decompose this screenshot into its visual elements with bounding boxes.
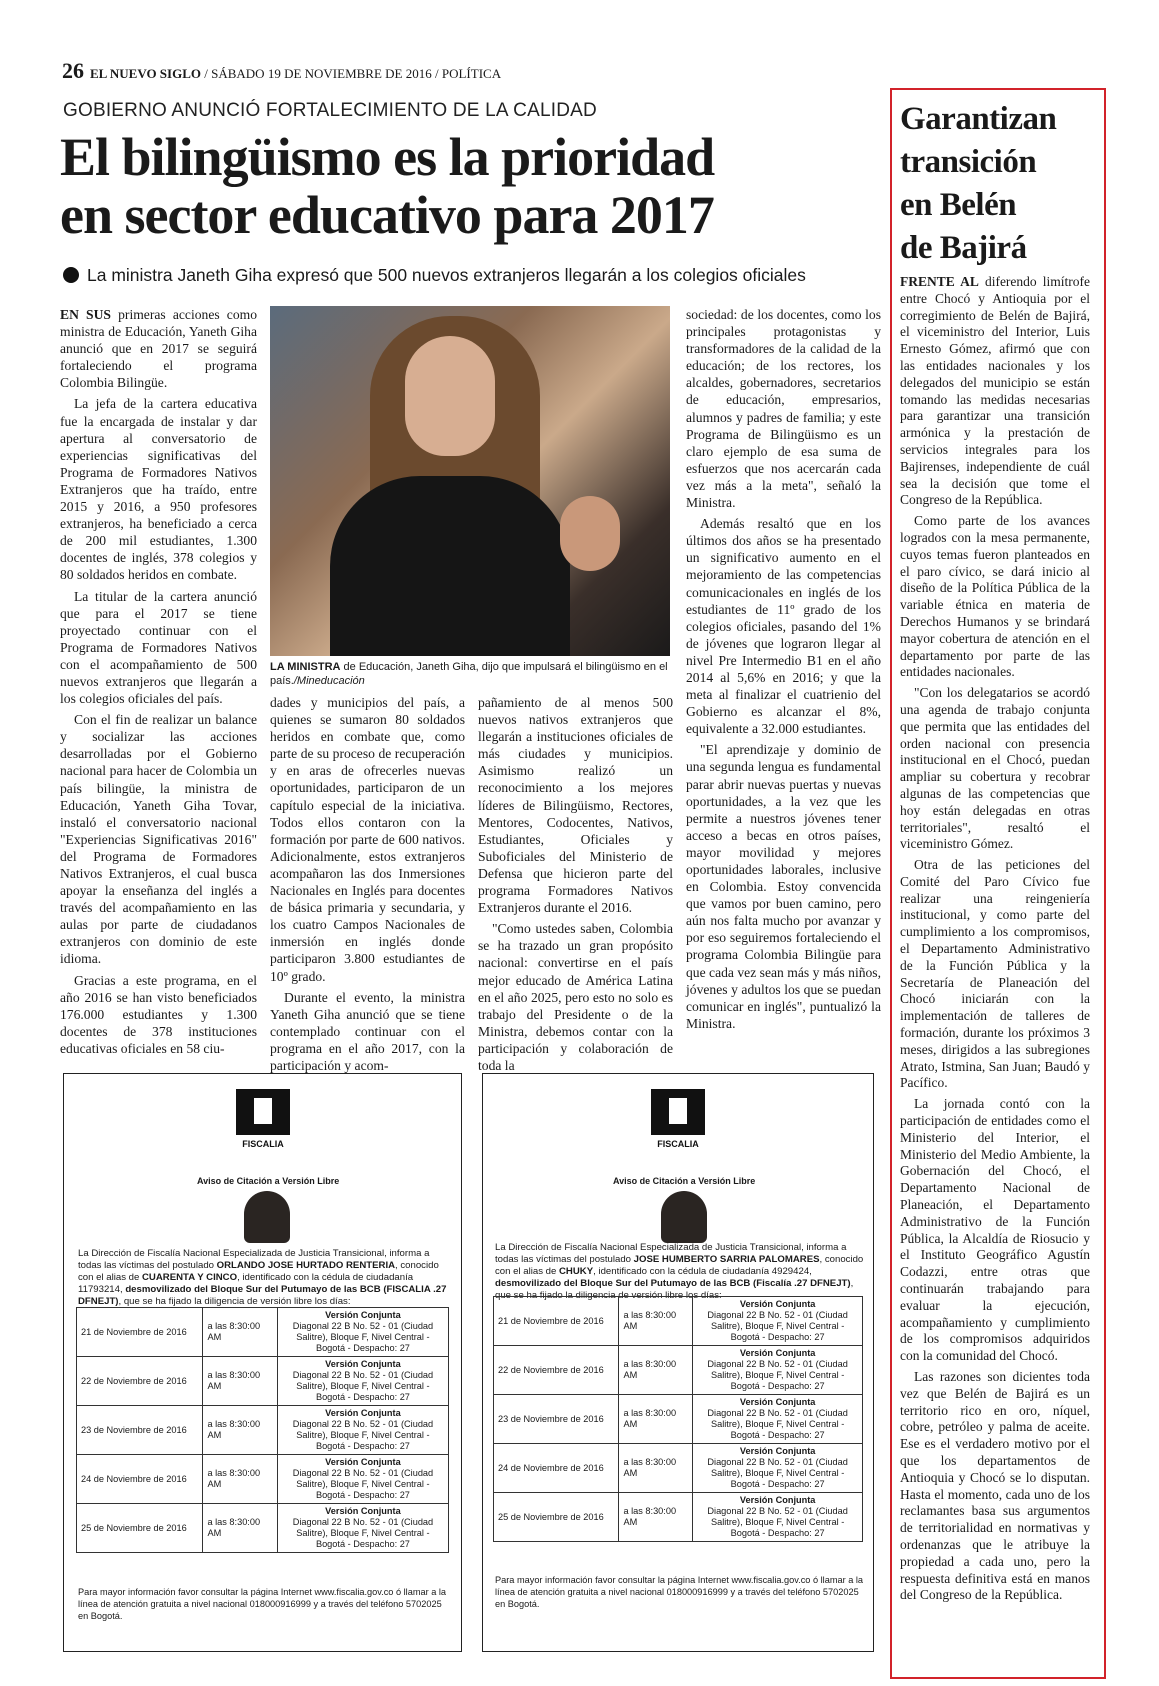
schedule-row — [77, 1406, 449, 1455]
notice-intro — [495, 1242, 865, 1302]
headline-line-1: El bilingüismo es la prioridad — [60, 127, 715, 187]
schedule-date: 24 de Noviembre de 2016 — [494, 1444, 619, 1493]
place-text: Diagonal 22 B No. 52 - 01 (Ciudad Salitre), Bloque F, Nivel Central - Bogotá - Despacho: 27 — [292, 1321, 434, 1353]
place-text: Diagonal 22 B No. 52 - 01 (Ciudad Salitre), Bloque F, Nivel Central - Bogotá - Despacho: 27 — [292, 1419, 434, 1451]
bloque: desmovilizado del Bloque Sur del Putumayo de las BCB (Fiscalía .27 DFNEJT) — [495, 1278, 851, 1289]
person-photo — [661, 1191, 707, 1243]
schedule-row — [494, 1297, 863, 1346]
schedule-row — [77, 1455, 449, 1504]
schedule-table — [493, 1296, 863, 1542]
paragraph — [900, 274, 1090, 509]
schedule-row — [494, 1346, 863, 1395]
article-column-2 — [270, 694, 465, 1078]
fiscalia-notice-1 — [63, 1073, 462, 1652]
schedule-time: a las 8:30:00 AM — [619, 1493, 693, 1542]
paragraph: Como parte de los avances logrados con la mesa permanente, cuyos temas fueron planteados en el paro cívico, se dará inicio al diseño de la Política Pública de la variable étnica en materia de Derechos Humanos y se brindará mayor cobertura de atención en el departamento por parte de las entidades nacionales. — [900, 513, 1090, 680]
paragraph: Además resaltó que en los últimos dos años se ha presentado un significativo aumento en el mejoramiento de las competencias comunicacionales en inglés de los estudiantes de 11º grado de los colegios oficiales, pasando del 1% de jóvenes que lograron llegar al nivel Pre Intermedio B1 en el año 2014 al 5,6% en 2016; y que la meta al finalizar el cuatrienio del Gobierno es alcanzar el 8%, equivalente a 32.000 estudiantes. — [686, 516, 881, 737]
sidebar-title-line: Garantizan — [900, 101, 1057, 137]
paragraph: pañamiento de al menos 500 nuevos nativos extranjeros que llegarán a instituciones oficiales de más ciudades y municipios. Asimismo realizó un reconocimiento a los mejores líderes de Bilingüismo, Rectores, Mentores, Codocentes, Nativos, Estudiantes, Oficiales y Suboficiales del Ministerio de Defensa que hicieron parte del programa Formadores Nativos Extranjeros durante el 2016. — [478, 695, 673, 916]
place-title: Versión Conjunta — [325, 1310, 401, 1320]
alias: CHUKY — [559, 1266, 594, 1277]
postulado-name: ORLANDO JOSE HURTADO RENTERIA — [216, 1260, 396, 1271]
minister-photo — [270, 306, 670, 656]
schedule-row — [77, 1504, 449, 1553]
schedule-place — [693, 1444, 863, 1493]
person-photo — [244, 1191, 290, 1243]
bloque: desmovilizado del Bloque Sur del Putumayo de las BCB (FISCALIA .27 DFNEJT) — [78, 1284, 447, 1307]
intro-text: La Dirección de Fiscalía Nacional Especializada de Justicia Transicional, informa a todas las víctimas del postulado — [495, 1242, 847, 1265]
schedule-date: 22 de Noviembre de 2016 — [494, 1346, 619, 1395]
intro-text: , identificado con la cédula de ciudadanía 4929424, — [593, 1266, 812, 1277]
article-column-4 — [686, 306, 881, 1036]
article-column-3 — [478, 694, 673, 1078]
schedule-time: a las 8:30:00 AM — [203, 1357, 277, 1406]
paragraph: dades y municipios del país, a quienes se sumaron 80 soldados heridos en combate que, como parte de su proceso de recuperación y en aras de ofrecerles nuevas oportunidades, participaron de un capítulo especial de la iniciativa. Todos ellos contaron con la formación por parte de 600 nativos. Adicionalmente, estos extranjeros acompañaron las dos Inmersiones Nacionales en Inglés para docentes de básica primaria y secundaria, y los cuatro Campos Nacionales de inmersión en inglés donde participaron 3.800 estudiantes de 10º grado. — [270, 695, 465, 984]
schedule-time: a las 8:30:00 AM — [619, 1395, 693, 1444]
paragraph: "Con los delegatarios se acordó una agenda de trabajo conjunta que permita que las entidades del orden nacional con presencia institucional en el Chocó, puedan ampliar su cobertura y recobrar algunas de las competencias que hoy están delegadas en otras territoriales", resaltó el viceministro Gómez. — [900, 685, 1090, 852]
photo-face — [405, 336, 495, 456]
schedule-place — [277, 1357, 448, 1406]
header-meta: / SÁBADO 19 DE NOVIEMBRE DE 2016 / POLÍTICA — [204, 66, 502, 81]
schedule-time: a las 8:30:00 AM — [203, 1455, 277, 1504]
schedule-row — [77, 1357, 449, 1406]
schedule-row — [494, 1493, 863, 1542]
page-header — [62, 58, 501, 84]
bullet-icon — [63, 267, 79, 283]
alias: CUARENTA Y CINCO — [142, 1272, 238, 1283]
schedule-row — [494, 1395, 863, 1444]
place-title: Versión Conjunta — [325, 1506, 401, 1516]
schedule-table — [76, 1307, 449, 1553]
fiscalia-notice-2 — [482, 1073, 874, 1652]
schedule-date: 21 de Noviembre de 2016 — [77, 1308, 203, 1357]
schedule-date: 25 de Noviembre de 2016 — [494, 1493, 619, 1542]
sidebar-title — [900, 98, 1100, 270]
schedule-date: 24 de Noviembre de 2016 — [77, 1455, 203, 1504]
paragraph: Las razones son dicientes toda vez que Belén de Bajirá es un territorio rico en oro, níquel, cobre, petróleo y palma de aceite. Ese es el verdadero motivo por el que los departamentos de Antioquia y Chocó se lo disputan. Hasta el momento, cada uno de los reclamantes basa sus argumentos de territorialidad en normativas y ordenanzas que le atribuye la propiedad a cada uno, pero la respuesta definitiva está en manos del Congreso de la República. — [900, 1369, 1090, 1603]
schedule-date: 23 de Noviembre de 2016 — [77, 1406, 203, 1455]
schedule-place — [693, 1493, 863, 1542]
schedule-date: 23 de Noviembre de 2016 — [494, 1395, 619, 1444]
paragraph: "El aprendizaje y dominio de una segunda lengua es fundamental parar abrir nuevas puertas y nuevas oportunidades, a la vez que les permite a nuestros jóvenes tener acceso a becas en otros países, mayor movilidad y mejores oportunidades laborales, inclusive en Colombia. Estoy convencida que vamos por buen camino, pero aún nos falta mucho por avanzar y por eso seguiremos fortaleciendo el programa Colombia Bilingüe para que cada vez sean más y más niños, jóvenes y adultos los que se puedan comunicar en inglés", puntualizó la Ministra. — [686, 742, 881, 1031]
schedule-date: 22 de Noviembre de 2016 — [77, 1357, 203, 1406]
notice-title: Aviso de Citación a Versión Libre — [613, 1176, 756, 1186]
caption-text: de Educación, Janeth Giha, dijo que impulsará el bilingüismo en el país. — [270, 661, 668, 687]
caption-lead: LA MINISTRA — [270, 661, 341, 673]
page-number: 26 — [62, 58, 84, 83]
headline-line-2: en sector educativo para 2017 — [60, 185, 714, 245]
schedule-place — [277, 1308, 448, 1357]
place-text: Diagonal 22 B No. 52 - 01 (Ciudad Salitre), Bloque F, Nivel Central - Bogotá - Despacho: 27 — [707, 1310, 848, 1342]
notice-footer: Para mayor información favor consultar la página Internet www.fiscalia.gov.co ó llamar a la línea de atención gratuita a nivel nacional 018000916999 y a través del teléfono 5702025 en Bogotá. — [78, 1587, 447, 1621]
place-title: Versión Conjunta — [739, 1348, 816, 1358]
place-text: Diagonal 22 B No. 52 - 01 (Ciudad Salitre), Bloque F, Nivel Central - Bogotá - Despacho: 27 — [707, 1359, 848, 1391]
article-headline — [60, 128, 860, 244]
schedule-time: a las 8:30:00 AM — [203, 1504, 277, 1553]
sidebar-title-line: en Belén — [900, 187, 1017, 223]
intro-text: , conocido con el alias de — [78, 1260, 439, 1283]
schedule-time: a las 8:30:00 AM — [619, 1346, 693, 1395]
place-text: Diagonal 22 B No. 52 - 01 (Ciudad Salitre), Bloque F, Nivel Central - Bogotá - Despacho: 27 — [292, 1370, 434, 1402]
place-text: Diagonal 22 B No. 52 - 01 (Ciudad Salitre), Bloque F, Nivel Central - Bogotá - Despacho: 27 — [707, 1457, 848, 1489]
intro-text: , que se ha fijado la diligencia de versión libre los días: — [495, 1278, 854, 1301]
paragraph: Gracias a este programa, en el año 2016 se han visto beneficiados 176.000 estudiantes y 1.300 docentes de 378 instituciones educativas oficiales en 58 ciu- — [60, 972, 257, 1056]
place-title: Versión Conjunta — [739, 1299, 816, 1309]
schedule-place — [693, 1297, 863, 1346]
notice-title: Aviso de Citación a Versión Libre — [197, 1176, 340, 1186]
logo-text: FISCALIA — [657, 1139, 699, 1149]
place-title: Versión Conjunta — [739, 1446, 816, 1456]
paragraph: Durante el evento, la ministra Yaneth Giha anunció que se tiene contemplado continuar con el programa en el año 2017, con la participación y acom- — [270, 989, 465, 1073]
place-title: Versión Conjunta — [325, 1359, 401, 1369]
paragraph: La jefa de la cartera educativa fue la encargada de instalar y dar apertura al conversatorio de experiencias significativas del Programa de Formadores Nativos Extranjeros que ha traído, entre 2015 y 2016, a 950 profesores extranjeros, ha beneficiado a cerca de 200 mil estudiantes, 1.300 docentes de inglés, 378 colegios y 80 soldados heridos en combate. — [60, 396, 257, 583]
fiscalia-logo-icon — [236, 1089, 290, 1149]
article-subhead — [63, 265, 863, 286]
photo-caption — [270, 660, 670, 688]
schedule-place — [693, 1346, 863, 1395]
newspaper-name: EL NUEVO SIGLO — [90, 66, 201, 81]
notice-footer: Para mayor información favor consultar la página Internet www.fiscalia.gov.co ó llamar a la línea de atención gratuita a nivel nacional 018000916999 y a través del teléfono 5702025 en Bogotá. — [495, 1575, 864, 1609]
schedule-time: a las 8:30:00 AM — [619, 1297, 693, 1346]
schedule-place — [277, 1406, 448, 1455]
schedule-row — [77, 1308, 449, 1357]
article-column-1 — [60, 306, 257, 1061]
schedule-time: a las 8:30:00 AM — [203, 1406, 277, 1455]
paragraph — [60, 306, 257, 391]
photo-body — [330, 476, 570, 656]
photo-child — [560, 496, 620, 571]
schedule-date: 25 de Noviembre de 2016 — [77, 1504, 203, 1553]
sidebar-title-line: de Bajirá — [900, 230, 1027, 266]
intro-text: , que se ha fijado la diligencia de versión libre los días: — [118, 1296, 351, 1307]
notice-intro — [78, 1248, 450, 1308]
article-kicker: GOBIERNO ANUNCIÓ FORTALECIMIENTO DE LA CALIDAD — [63, 100, 597, 121]
paragraph: La titular de la cartera anunció que para el 2017 se tiene proyectado continuar con el Programa de Formadores Nativos con el acompañamiento de 500 nuevos extranjeros que llegarán a los colegios oficiales del país. — [60, 588, 257, 707]
intro-text: , conocido con el alias de — [495, 1254, 864, 1277]
fiscalia-logo-icon — [651, 1089, 705, 1149]
place-text: Diagonal 22 B No. 52 - 01 (Ciudad Salitre), Bloque F, Nivel Central - Bogotá - Despacho: 27 — [292, 1468, 434, 1500]
schedule-place — [277, 1504, 448, 1553]
place-title: Versión Conjunta — [325, 1457, 401, 1467]
place-title: Versión Conjunta — [739, 1397, 816, 1407]
paragraph: sociedad: de los docentes, como los principales protagonistas y transformadores de la calidad de la educación; de los rectores, los alcaldes, gobernadores, secretarios de educación, empresarios, alumnos y padres de familia; y este Programa de Bilingüismo es un claro ejemplo de esa suma de esfuerzos que nos acercarán cada vez más a la meta", señaló la Ministra. — [686, 307, 881, 511]
subhead-text: La ministra Janeth Giha expresó que 500 nuevos extranjeros llegarán a los colegios oficiales — [87, 265, 806, 285]
schedule-place — [693, 1395, 863, 1444]
schedule-row — [494, 1444, 863, 1493]
paragraph: La jornada contó con la participación de entidades como el Ministerio del Interior, el Ministerio del Medio Ambiente, la Gobernación del Chocó, el Departamento Nacional de Planeación, el Departamento Administrativo de la Función Pública, la Alcaldía de Riosucio y el Instituto Geográfico Agustín Codazzi, entre otras que continuarán trabajando para evaluar la ejecución, acompañamiento y cumplimiento de los compromisos adquiridos con la comunidad del Chocó. — [900, 1096, 1090, 1364]
paragraph: Con el fin de realizar un balance y socializar las acciones desarrolladas por el Gobierno nacional para hacer de Colombia un país bilingüe, la ministra de Educación, Yaneth Giha Tovar, instaló el conversatorio nacional "Experiencias Significativas 2016" del Programa de Formadores Nativos Extranjeros, el cual busca apoyar la enseñanza del inglés a través del acompañamiento en las aulas por parte de ciudadanos extranjeros con dominio de este idioma. — [60, 712, 257, 967]
intro-text: La Dirección de Fiscalía Nacional Especializada de Justicia Transicional, informa a todas las víctimas del postulado — [78, 1248, 430, 1271]
schedule-time: a las 8:30:00 AM — [203, 1308, 277, 1357]
place-title: Versión Conjunta — [325, 1408, 401, 1418]
lead-words: EN SUS — [60, 307, 111, 322]
paragraph: "Como ustedes saben, Colombia se ha trazado un gran propósito nacional: convertirse en el país mejor educado de América Latina en el año 2025, pero esto no solo es trabajo del Presidente o de la Ministra, debemos contar con la participación y colaboración de toda la — [478, 921, 673, 1073]
sidebar-title-line: transición — [900, 144, 1037, 180]
schedule-time: a las 8:30:00 AM — [619, 1444, 693, 1493]
lead-words: FRENTE AL — [900, 274, 979, 289]
intro-text: , identificado con la cédula de ciudadanía 11793214, — [78, 1272, 414, 1295]
place-text: Diagonal 22 B No. 52 - 01 (Ciudad Salitre), Bloque F, Nivel Central - Bogotá - Despacho: 27 — [707, 1408, 848, 1440]
sidebar-body — [900, 274, 1090, 1608]
place-title: Versión Conjunta — [739, 1495, 816, 1505]
photo-credit: /Mineducación — [293, 675, 365, 687]
schedule-place — [277, 1455, 448, 1504]
schedule-date: 21 de Noviembre de 2016 — [494, 1297, 619, 1346]
place-text: Diagonal 22 B No. 52 - 01 (Ciudad Salitre), Bloque F, Nivel Central - Bogotá - Despacho: 27 — [292, 1517, 434, 1549]
paragraph: Otra de las peticiones del Comité del Paro Cívico fue realizar una reingeniería institucional, y como parte del cumplimiento a los compromisos, el Departamento Administrativo de la Función Pública y la Secretaría de Planeación del Chocó iniciarán con la implementación de talleres de formación, durante los próximos 3 meses, dirigidos a las subregiones Atrato, Istmina, San Juan; Baudó y Pacífico. — [900, 857, 1090, 1091]
paragraph-text: diferendo limítrofe entre Chocó y Antioquia por el corregimiento de Belén de Bajirá, el viceministro del Interior, Luis Ernesto Gómez, afirmó que con las entidades nacionales y los delegados del municipio se están tomando las medidas necesarias para garantizar una transición armónica y la prestación de servicios integrales para los Bajirenses, independiente de cuál sea la decisión que tome el Congreso de la República. — [900, 274, 1090, 508]
place-text: Diagonal 22 B No. 52 - 01 (Ciudad Salitre), Bloque F, Nivel Central - Bogotá - Despacho: 27 — [707, 1506, 848, 1538]
paragraph-text: primeras acciones como ministra de Educación, Yaneth Giha anunció que en 2017 se seguirá fortaleciendo el programa Colombia Bilingüe. — [60, 307, 257, 391]
logo-text: FISCALIA — [242, 1139, 284, 1149]
postulado-name: JOSE HUMBERTO SARRIA PALOMARES — [633, 1254, 820, 1265]
